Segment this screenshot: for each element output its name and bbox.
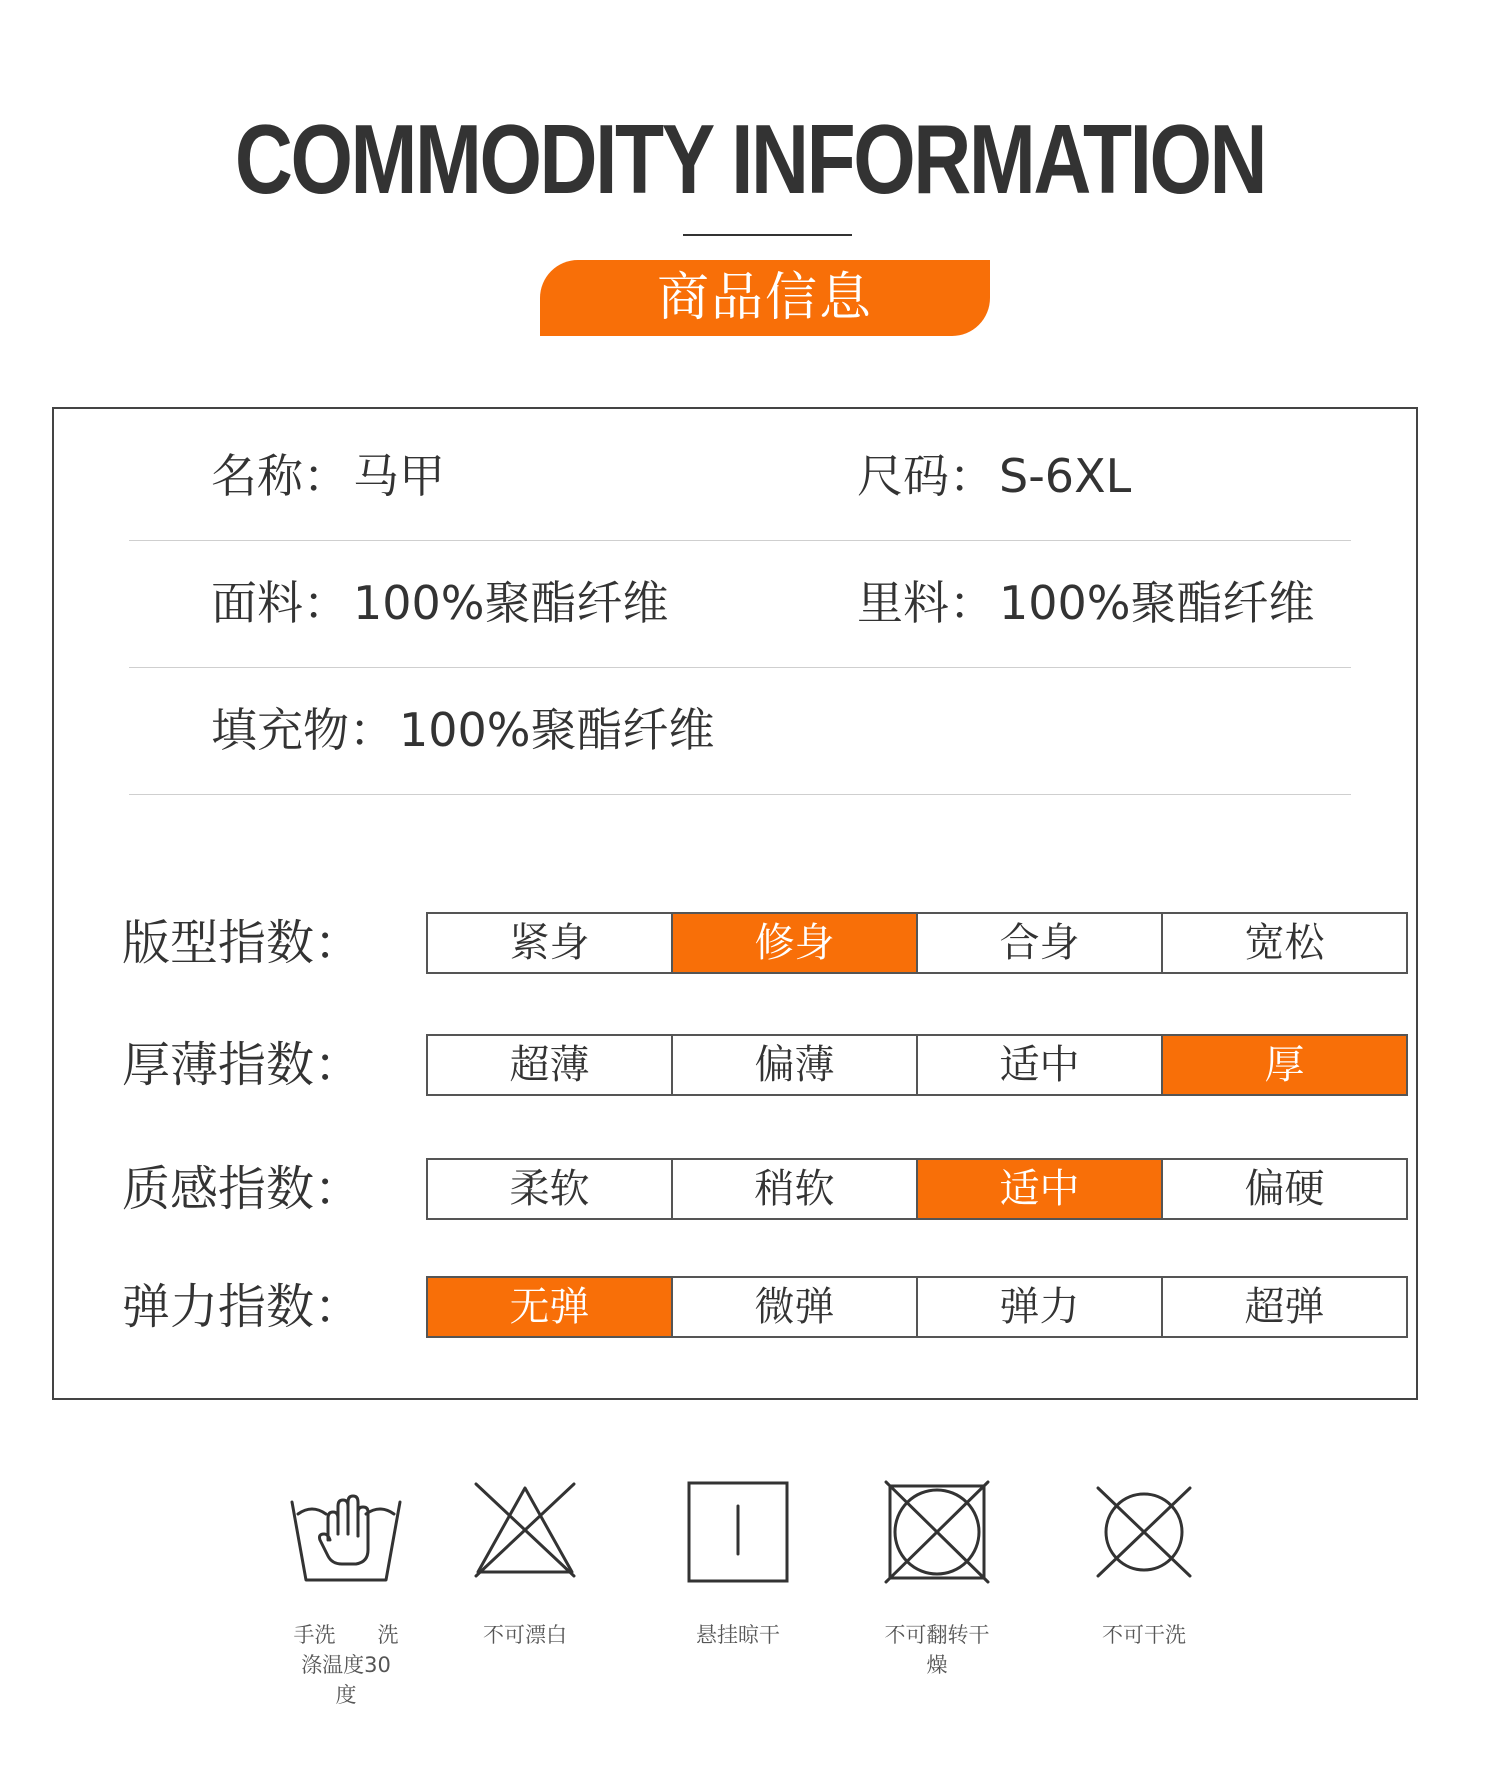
- index-option: 紧身: [428, 914, 673, 972]
- spec-value: 马甲: [353, 449, 445, 503]
- index-option: 修身: [673, 914, 918, 972]
- index-label: 版型指数 ：: [122, 912, 362, 974]
- index-scale: [426, 1034, 1408, 1096]
- index-scale: [426, 912, 1408, 974]
- spec-label: 填充物 ：: [211, 703, 395, 757]
- spec-value: 100%聚酯纤维: [399, 703, 715, 757]
- title-chinese-badge: 商品信息: [540, 260, 990, 336]
- index-option: 弹力: [918, 1278, 1163, 1336]
- index-label: 质感指数 ：: [122, 1158, 362, 1220]
- index-option: 微弹: [673, 1278, 918, 1336]
- spec-size: [857, 413, 1131, 540]
- index-row-texture: [122, 1158, 1422, 1220]
- no-dry-clean-icon: [1092, 1480, 1196, 1584]
- care-label-no-tumble-dry: 不可翻转干 燥: [884, 1623, 990, 1677]
- care-label-hang-dry: 悬挂晾干: [696, 1623, 780, 1647]
- spec-row-2: [129, 540, 1351, 668]
- care-label-no-bleach: 不可漂白: [483, 1623, 567, 1647]
- index-option: 无弹: [428, 1278, 673, 1336]
- no-tumble-dry-icon: [884, 1480, 990, 1584]
- index-option: 稍软: [673, 1160, 918, 1218]
- index-row-fit: [122, 912, 1422, 974]
- index-option: 偏硬: [1244, 1166, 1325, 1212]
- index-option: 宽松: [1244, 920, 1325, 966]
- spec-label: 尺码 ：: [857, 449, 995, 503]
- index-label: 厚薄指数 ：: [122, 1034, 362, 1096]
- spec-name: [211, 413, 445, 540]
- hang-dry-icon: [686, 1480, 790, 1584]
- index-scale: [426, 1276, 1408, 1338]
- spec-value: S-6XL: [999, 449, 1132, 503]
- index-option: 偏薄: [673, 1036, 918, 1094]
- spec-fabric: [211, 540, 669, 667]
- hand-wash-icon: [288, 1480, 404, 1590]
- index-option: 适中: [918, 1036, 1163, 1094]
- index-option: 合身: [918, 914, 1163, 972]
- spec-lining: [857, 540, 1315, 667]
- spec-value: 100%聚酯纤维: [999, 576, 1315, 630]
- spec-filling: [211, 667, 715, 794]
- index-row-elasticity: [122, 1276, 1422, 1338]
- index-label: 弹力指数 ：: [122, 1276, 362, 1338]
- spec-value: 100%聚酯纤维: [353, 576, 669, 630]
- index-option: 厚: [1163, 1036, 1406, 1094]
- index-option: 超弹: [1244, 1284, 1325, 1330]
- spec-row-1: [129, 413, 1351, 541]
- index-scale: [426, 1158, 1408, 1220]
- no-bleach-icon: [470, 1480, 580, 1582]
- spec-label: 名称 ：: [211, 449, 349, 503]
- care-label-hand-wash: 手洗 洗 涤温度30 度: [293, 1623, 399, 1707]
- care-label-no-dry-clean: 不可干洗: [1102, 1623, 1186, 1647]
- index-row-thickness: [122, 1034, 1422, 1096]
- spec-label: 里料 ：: [857, 576, 995, 630]
- commodity-info-panel: [52, 407, 1418, 1400]
- title-divider: [683, 234, 852, 236]
- spec-label: 面料 ：: [211, 576, 349, 630]
- index-option: 柔软: [428, 1160, 673, 1218]
- index-option: 适中: [918, 1160, 1163, 1218]
- spec-row-3: [129, 667, 1351, 795]
- index-option: 超薄: [428, 1036, 673, 1094]
- title-english: COMMODITY INFORMATION: [234, 104, 1266, 214]
